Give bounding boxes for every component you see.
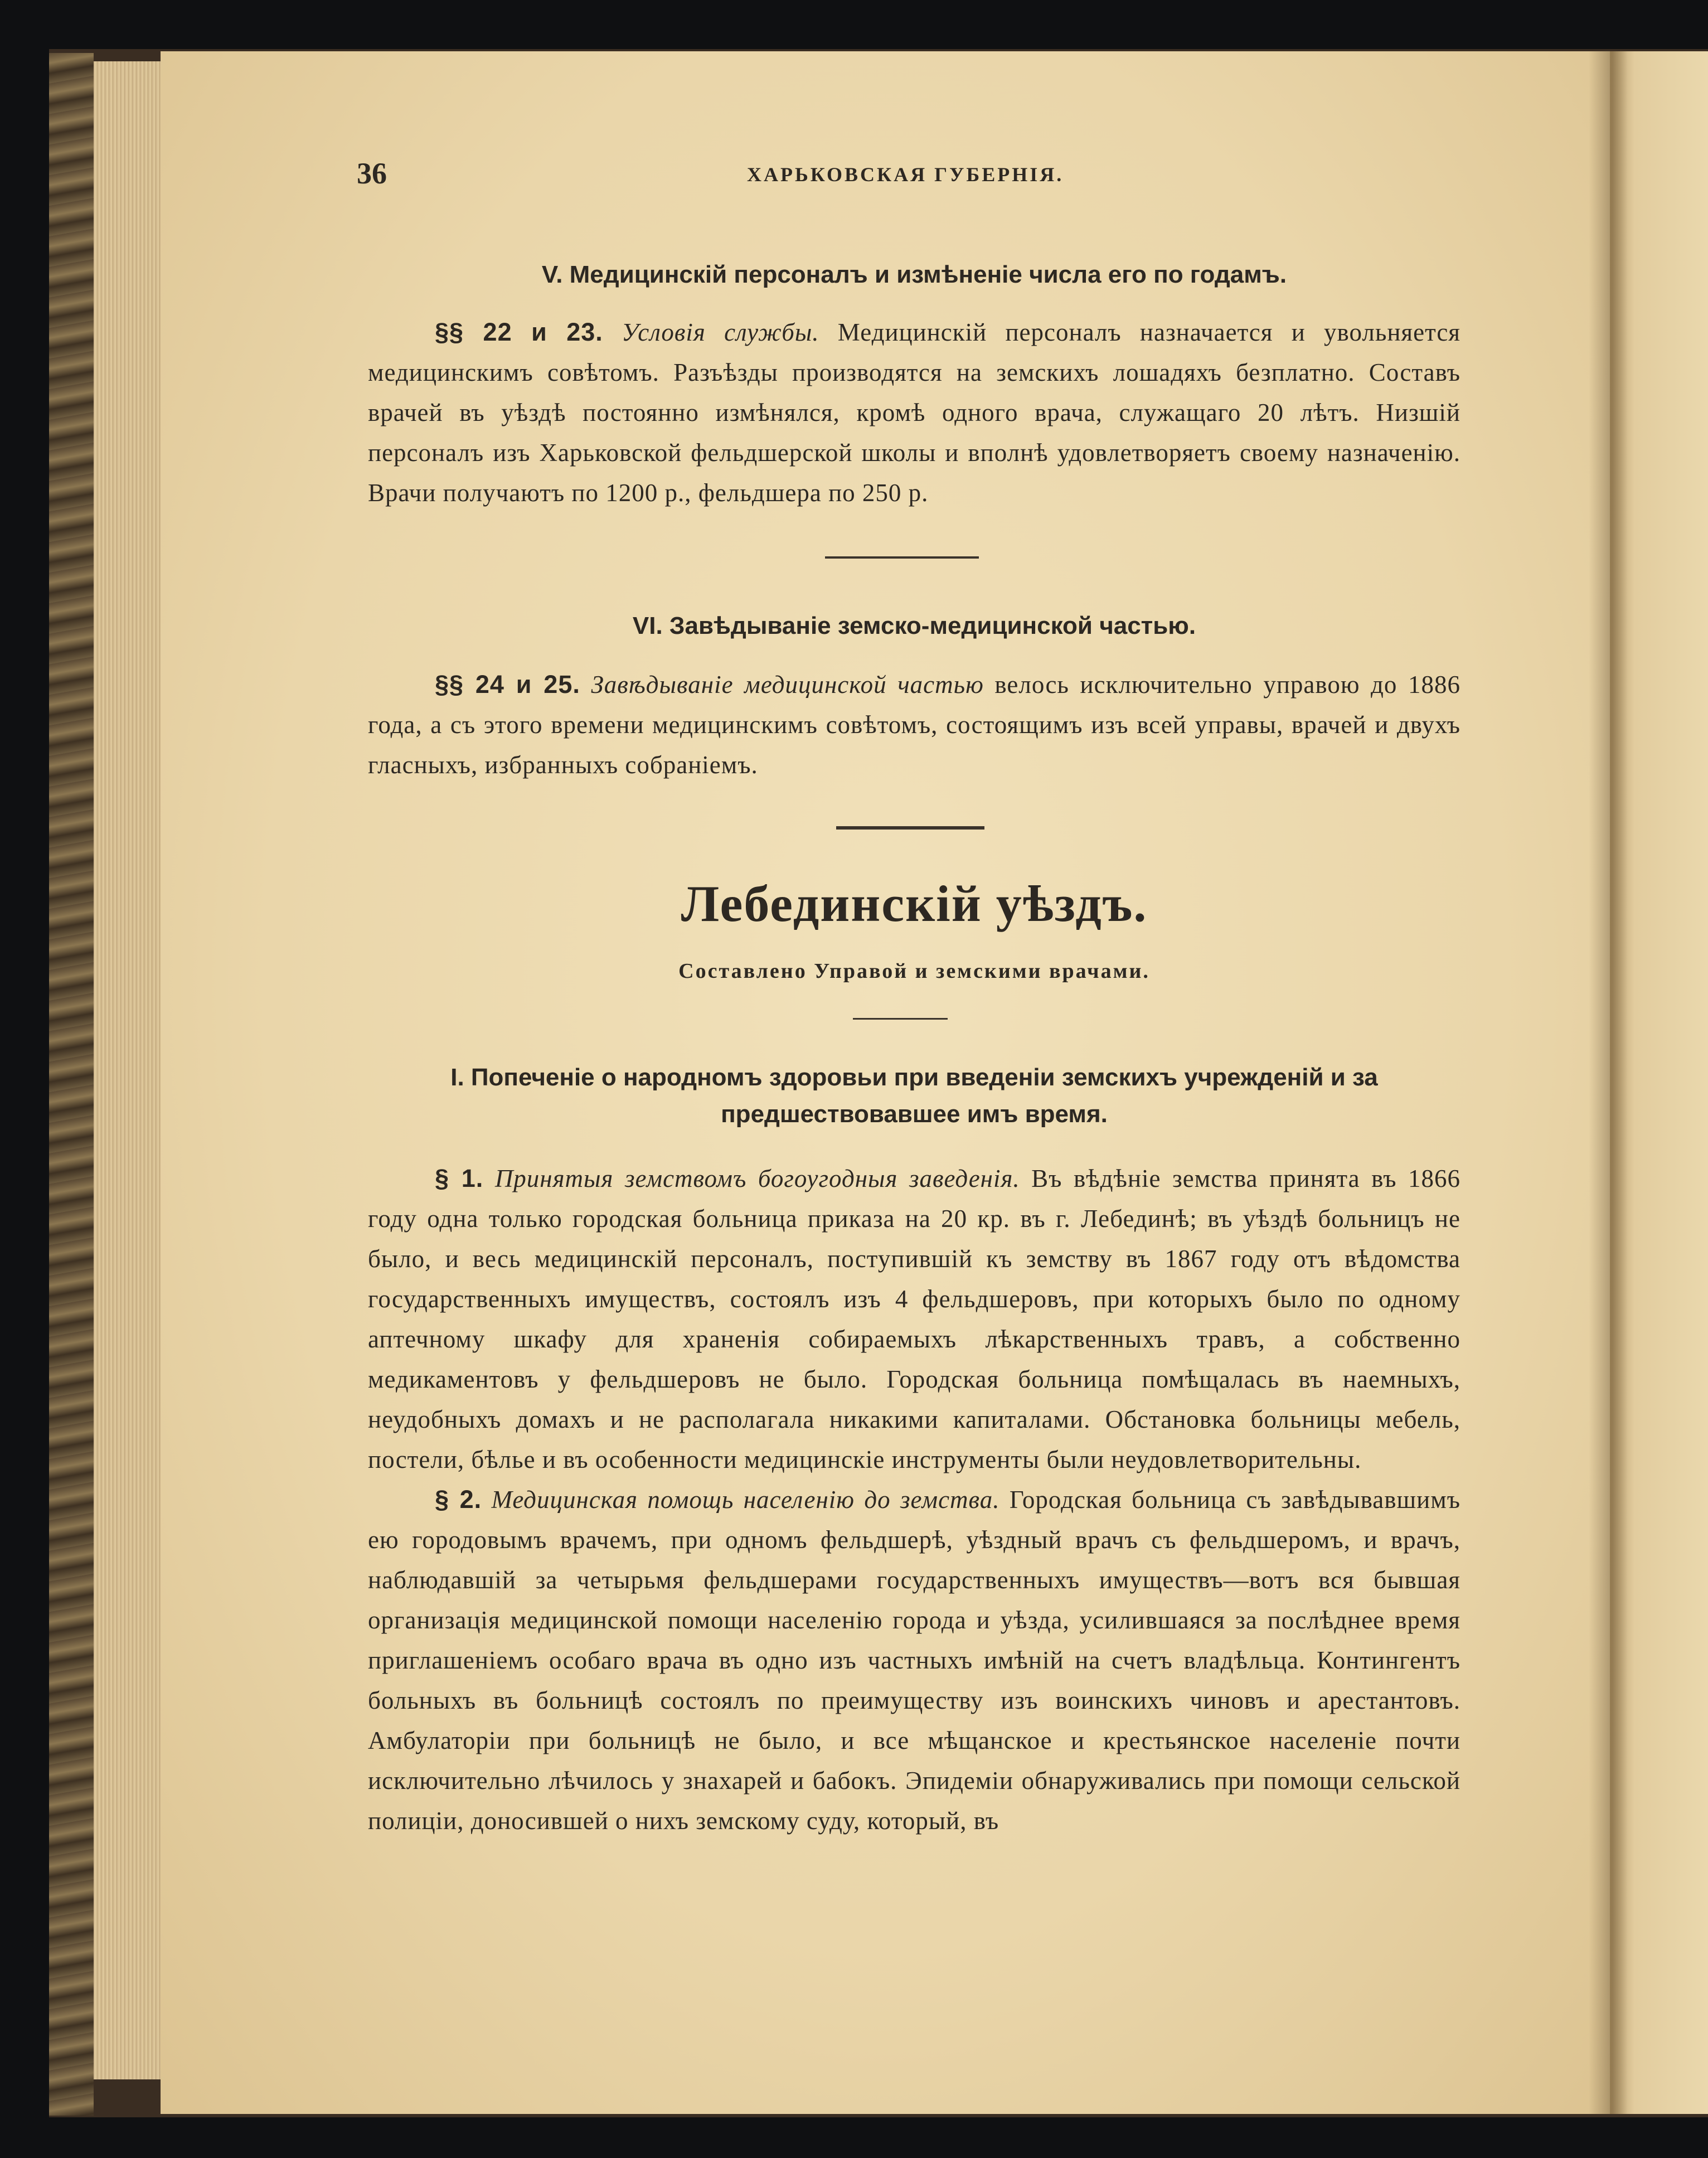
paragraph-lead: Условія службы. (622, 318, 819, 346)
paragraph-lead: Завѣдываніе медицинской частью (591, 671, 984, 699)
paragraph-lead: Медицинская помощь населенію до земства. (491, 1486, 1000, 1514)
book-spine (49, 53, 94, 2116)
section-5-heading: V. Медицинскій персоналъ и измѣненіе числа его по годамъ. (541, 261, 1287, 288)
section-1-heading: I. Попеченіе о народномъ здоровьи при введеніи земскихъ учрежденій и за предшествовавшее имъ время. (450, 1064, 1378, 1128)
page-edges (94, 61, 161, 2079)
section-6-body (368, 665, 1460, 785)
paragraph-text: Медицинскій персоналъ назначается и увольняется медицинскимъ совѣтомъ. Разъѣзды производятся на земскихъ лошадяхъ безплатно. Составъ врачей въ уѣздѣ постоянно измѣнялся, кромѣ одного врача, служащаго 20 лѣтъ. Низшій персоналъ изъ Харьковской фельдшерской школы и вполнѣ удовлетворяетъ своему назначенію. Врачи получаютъ по 1200 р., фельдшера по 250 р. (368, 318, 1460, 507)
district-subtitle: Составлено Управой и земскими врачами. (678, 959, 1150, 983)
paragraph-text: велось исключительно управою до 1886 года, а съ этого времени медицинскимъ совѣтомъ, состоящимъ изъ всей управы, врачей и двухъ гласныхъ, избранныхъ собраніемъ. (368, 671, 1461, 779)
section-5-body (368, 312, 1460, 513)
paragraph-number: § 2. (435, 1485, 482, 1514)
page-number: 36 (357, 157, 387, 190)
paragraph-text: Въ вѣдѣніе земства принята въ 1866 году одна только городская больница приказа на 20 кр. въ г. Лебединѣ; въ уѣздѣ больницъ не было, и весь медицинскій персоналъ, поступившій къ земству въ 1867 году отъ вѣдомства государственныхъ имуществъ, состоялъ изъ 4 фельдшеровъ, при которыхъ было по одному аптечному шкафу для храненія собираемыхъ лѣкарственныхъ травъ, а собственно медикаментовъ у фельдшеровъ не было. Городская больница помѣщалась въ наемныхъ, неудобныхъ домахъ и не располагала никакими капиталами. Обстановка больницы мебель, постели, бѣлье и въ особенности медицинскіе инструменты были неудовлетворительны. (368, 1165, 1461, 1473)
running-head: ХАРЬКОВСКАЯ ГУБЕРНІЯ. (747, 163, 1064, 186)
gutter-shadow (1589, 51, 1628, 2114)
divider-rule (836, 826, 984, 830)
divider-rule (853, 1018, 948, 1020)
paragraph-text: Городская больница съ завѣдывавшимъ ею городовымъ врачемъ, при одномъ фельдшерѣ, уѣздный врачъ съ фельдшеромъ, и врачъ, наблюдавшій за четырьмя фельдшерами государственныхъ имуществъ—вотъ вся бывшая организація медицинской помощи населенію города и уѣзда, усилившаяся за послѣднее время приглашеніемъ особаго врача въ одно изъ частныхъ имѣній на счетъ владѣльца. Контингентъ больныхъ въ больницѣ состоялъ по преимуществу изъ воинскихъ чиновъ и арестантовъ. Амбулаторіи при больницѣ не было, и все мѣщанское и крестьянское населеніе почти исключительно лѣчилось у знахарей и бабокъ. Эпидеміи обнаруживались при помощи сельской полиціи, доносившей о нихъ земскому суду, который, въ (368, 1486, 1460, 1835)
district-title: Лебединскій уѣздъ. (681, 875, 1148, 932)
section-6-heading: VI. Завѣдываніе земско-медицинской частью. (632, 612, 1196, 639)
paragraph-number: §§ 24 и 25. (435, 670, 580, 699)
divider-rule (825, 556, 979, 559)
paragraph-number: § 1. (435, 1164, 484, 1192)
section-1-body (368, 1158, 1460, 1841)
paragraph-number: §§ 22 и 23. (435, 318, 603, 346)
paragraph-lead: Принятыя земствомъ богоугодныя заведенія. (494, 1165, 1020, 1192)
